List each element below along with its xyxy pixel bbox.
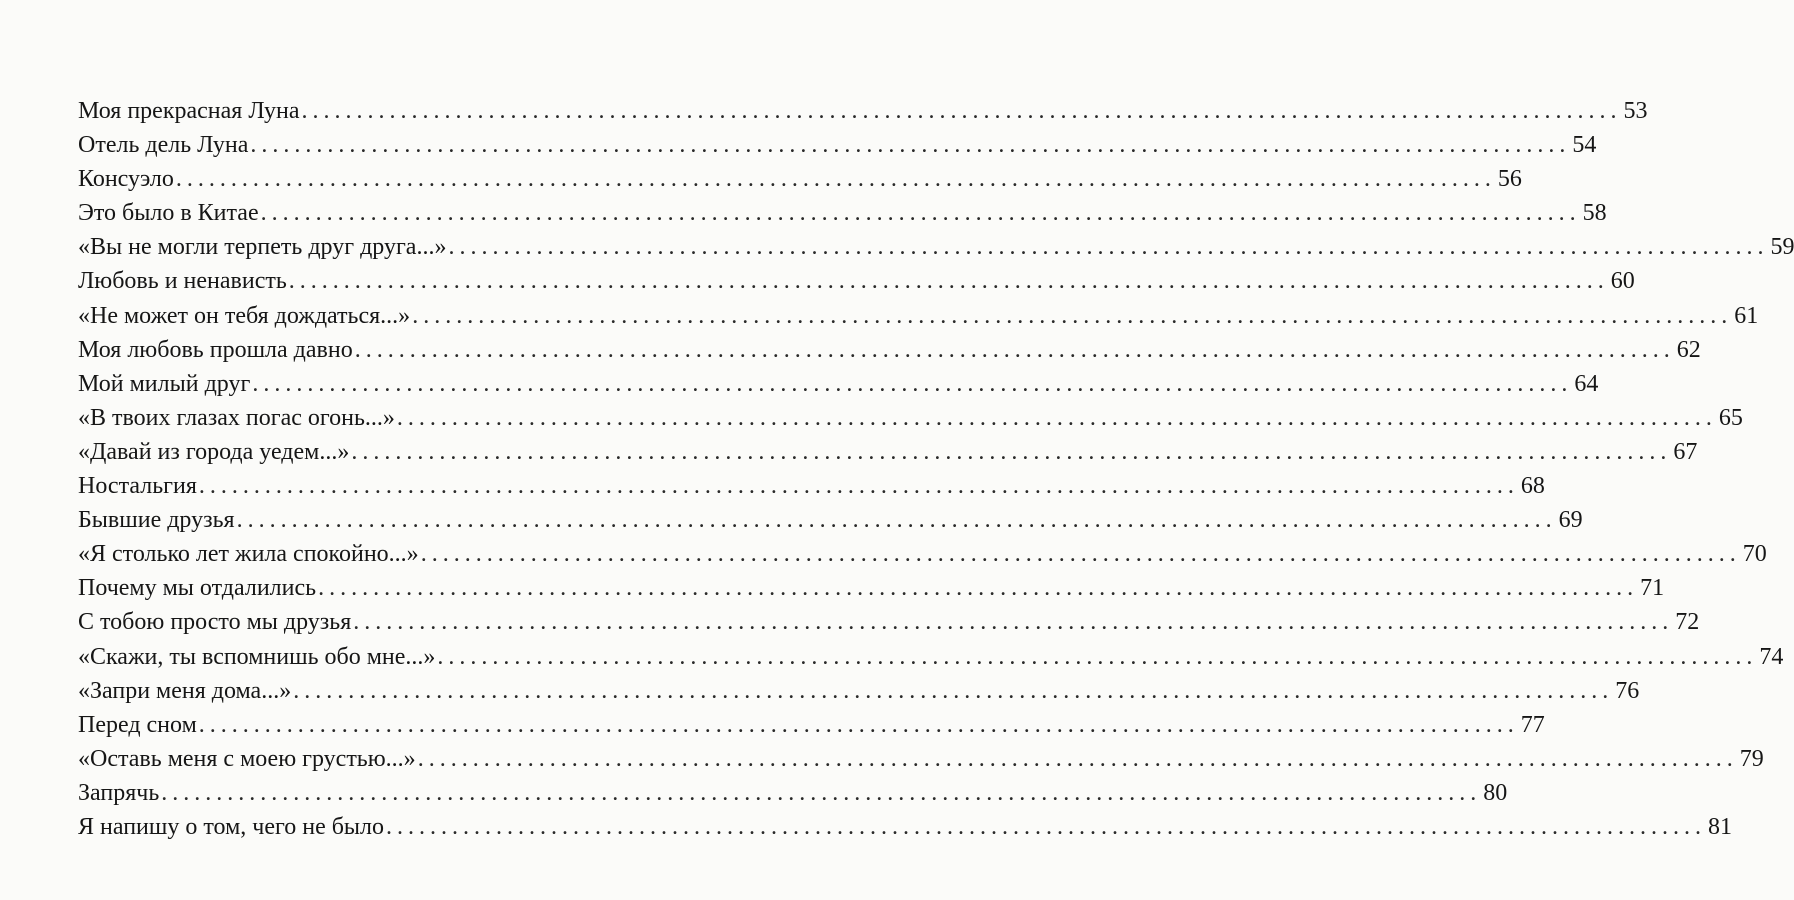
toc-entry: [78, 708, 1545, 742]
toc-entry: [78, 128, 1597, 162]
toc-entry: [78, 605, 1700, 639]
toc-page-number: 59: [1770, 234, 1794, 261]
toc-dot-leader: ........................................................................................................................: [417, 745, 1738, 772]
toc-entry-title: Ностальгия: [78, 473, 197, 500]
toc-entry: [78, 742, 1764, 776]
toc-entry: [78, 264, 1635, 298]
toc-entry: [78, 401, 1743, 435]
toc-dot-leader: ........................................................................................................................: [412, 302, 1733, 329]
toc-page-number: 77: [1520, 711, 1545, 738]
toc-page-number: 60: [1610, 268, 1635, 295]
toc-entry: [78, 94, 1648, 128]
toc-page-number: 81: [1708, 813, 1733, 840]
toc-entry: [78, 469, 1545, 503]
toc-page-number: 56: [1497, 166, 1522, 193]
toc-entry: [78, 674, 1640, 708]
toc-page-number: 74: [1759, 643, 1784, 670]
toc-page-number: 53: [1623, 98, 1648, 124]
toc-dot-leader: ........................................................................................................................: [354, 336, 1675, 363]
toc-entry-title: «Не может он тебя дождаться...»: [78, 302, 411, 329]
toc-entry-title: Отель дель Луна: [78, 132, 249, 159]
toc-entry-title: «Давай из города уедем...»: [78, 438, 350, 465]
toc-dot-leader: ........................................................................................................................: [448, 234, 1769, 261]
toc-entry: [78, 537, 1767, 571]
toc-page-number: 71: [1640, 575, 1665, 602]
toc-dot-leader: ........................................................................................................................: [161, 779, 1482, 806]
toc-entry: [78, 571, 1665, 605]
toc-entry-title: С тобою просто мы друзья: [78, 609, 352, 636]
toc-entry: [78, 367, 1599, 401]
toc-dot-leader: ........................................................................................................................: [198, 711, 1519, 738]
toc-dot-leader: ........................................................................................................................: [293, 677, 1614, 704]
toc-entry: [78, 162, 1522, 196]
toc-entry: [78, 810, 1733, 844]
toc-page-number: 54: [1572, 132, 1597, 159]
toc-dot-leader: ........................................................................................................................: [175, 166, 1496, 193]
toc-entry-title: Консуэло: [78, 166, 174, 193]
toc-entry: [78, 299, 1759, 333]
toc-page-number: 67: [1673, 438, 1698, 465]
toc-entry-title: «В твоих глазах погас огонь...»: [78, 404, 395, 431]
toc-entry-title: «Скажи, ты вспомнишь обо мне...»: [78, 643, 436, 670]
toc-page-number: 79: [1739, 745, 1764, 772]
toc-entry-title: Бывшие друзья: [78, 507, 235, 534]
toc-entry: [78, 776, 1508, 810]
toc-dot-leader: ........................................................................................................................: [420, 541, 1741, 568]
toc-entry: [78, 503, 1583, 537]
toc-dot-leader: ........................................................................................................................: [386, 813, 1707, 840]
toc-entry-title: Я напишу о том, чего не было: [78, 813, 385, 840]
toc-entry-title: «Оставь меня с моею грустью...»: [78, 745, 416, 772]
toc-entry: [78, 435, 1698, 469]
toc-page-number: 61: [1734, 302, 1759, 329]
toc-dot-leader: ........................................................................................................................: [250, 132, 1571, 159]
table-of-contents: [78, 94, 1794, 844]
toc-page-number: 65: [1718, 404, 1743, 431]
toc-page-number: 58: [1582, 200, 1607, 227]
toc-page-number: 69: [1558, 507, 1583, 534]
toc-entry: [78, 196, 1607, 230]
toc-dot-leader: ........................................................................................................................: [396, 404, 1717, 431]
toc-dot-leader: ........................................................................................................................: [198, 473, 1519, 500]
toc-page-number: 70: [1742, 541, 1767, 568]
toc-entry-title: Запрячь: [78, 779, 160, 806]
toc-page-number: 72: [1675, 609, 1700, 636]
toc-entry-title: Любовь и ненависть: [78, 268, 287, 295]
toc-entry-title: Это было в Китае: [78, 200, 259, 227]
toc-entry: [78, 230, 1794, 264]
toc-page-number: 64: [1574, 370, 1599, 397]
toc-entry-title: «Я столько лет жила спокойно...»: [78, 541, 419, 568]
toc-dot-leader: ........................................................................................................................: [301, 98, 1622, 124]
toc-dot-leader: ........................................................................................................................: [288, 268, 1609, 295]
toc-page-number: 62: [1676, 336, 1701, 363]
toc-entry: [78, 640, 1784, 674]
toc-entry-title: Перед сном: [78, 711, 197, 738]
toc-entry-title: Почему мы отдалились: [78, 575, 317, 602]
toc-entry-title: Мой милый друг: [78, 370, 251, 397]
toc-dot-leader: ........................................................................................................................: [236, 507, 1557, 534]
toc-page-number: 76: [1615, 677, 1640, 704]
toc-dot-leader: ........................................................................................................................: [252, 370, 1573, 397]
toc-dot-leader: ........................................................................................................................: [351, 438, 1672, 465]
toc-entry-title: Моя любовь прошла давно: [78, 336, 353, 363]
toc-dot-leader: ........................................................................................................................: [437, 643, 1758, 670]
toc-entry-title: Моя прекрасная Луна: [78, 98, 300, 124]
toc-dot-leader: ........................................................................................................................: [318, 575, 1639, 602]
toc-entry-title: «Запри меня дома...»: [78, 677, 292, 704]
toc-entry: [78, 333, 1701, 367]
toc-dot-leader: ........................................................................................................................: [353, 609, 1674, 636]
toc-entry-title: «Вы не могли терпеть друг друга...»: [78, 234, 447, 261]
toc-page-number: 68: [1520, 473, 1545, 500]
toc-page-number: 80: [1483, 779, 1508, 806]
toc-dot-leader: ........................................................................................................................: [260, 200, 1581, 227]
